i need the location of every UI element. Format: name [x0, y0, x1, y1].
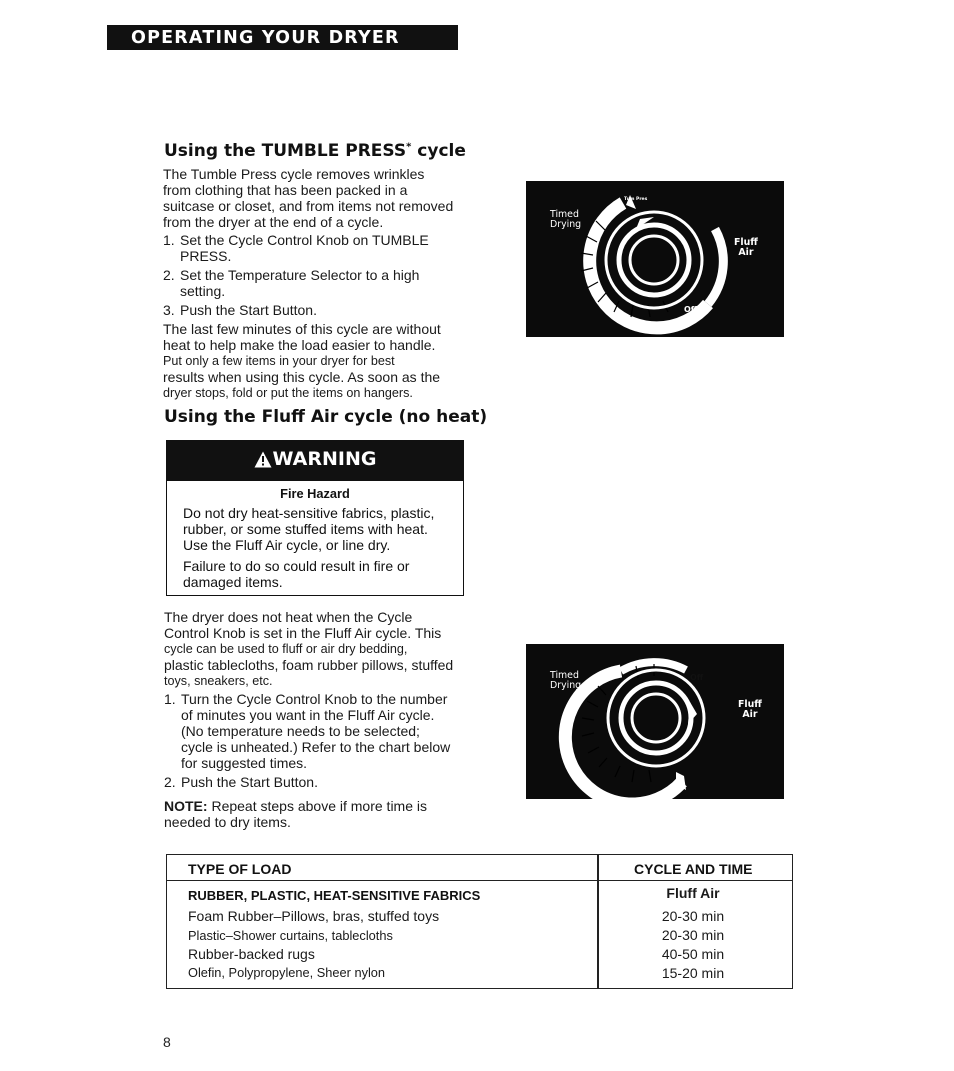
- fluff-step: [164, 691, 484, 771]
- dial-graphic: [526, 181, 784, 337]
- tumble-step: [163, 232, 493, 264]
- fire-hazard-title: Fire Hazard: [280, 486, 350, 501]
- fluff-intro-line: Control Knob is set in the Fluff Air cycle. This: [164, 625, 442, 641]
- section-banner: OPERATING YOUR DRYER: [107, 25, 458, 50]
- step-line: PRESS.: [180, 248, 232, 264]
- tumble-note-line: dryer stops, fold or put the items on hangers.: [163, 386, 413, 400]
- timed-drying-label: [550, 210, 581, 230]
- step-number: 2.: [164, 774, 176, 790]
- fluff-step: [164, 774, 484, 790]
- warning-line: Failure to do so could result in fire or: [183, 558, 410, 574]
- table-column-divider: [597, 854, 599, 989]
- table-row-load: Rubber-backed rugs: [188, 946, 315, 962]
- warning-title: [254, 448, 377, 470]
- table-row-time: 20-30 min: [661, 927, 725, 943]
- fluff-note: [164, 798, 484, 830]
- table-row-time: 20-30 min: [661, 908, 725, 924]
- step-number: 3.: [163, 302, 175, 318]
- step-line: setting.: [180, 283, 226, 299]
- tumble-step: [163, 267, 493, 299]
- tumble-press-heading: [164, 141, 466, 161]
- table-row-load: Foam Rubber–Pillows, bras, stuffed toys: [188, 908, 440, 924]
- note-text: Repeat steps above if more time is: [207, 798, 427, 814]
- fluff-intro-line: cycle can be used to fluff or air dry bedding,: [164, 642, 408, 656]
- timed-label: Timed: [550, 209, 579, 220]
- table-row-time: 15-20 min: [661, 965, 725, 981]
- step-number: 2.: [163, 267, 175, 283]
- step-line: (No temperature needs to be selected;: [181, 723, 420, 739]
- column-header-type-of-load: TYPE OF LOAD: [188, 861, 292, 877]
- column-header-cycle-and-time: CYCLE AND TIME: [634, 861, 753, 877]
- air-label: Air: [742, 709, 758, 720]
- step-line: Set the Temperature Selector to a high: [180, 267, 420, 283]
- step-number: 1.: [164, 691, 176, 707]
- air-label: Air: [738, 247, 754, 258]
- tumble-note-line: Put only a few items in your dryer for best: [163, 354, 395, 368]
- drying-label: Drying: [550, 680, 582, 691]
- timed-label: Timed: [550, 670, 579, 681]
- tumble-note-line: The last few minutes of this cycle are without: [163, 321, 441, 337]
- off-label: Off: [690, 673, 704, 682]
- step-line: for suggested times.: [181, 755, 308, 771]
- cycle-dial-tumble-press-illustration: [526, 181, 784, 337]
- warning-title-text: WARNING: [272, 448, 377, 470]
- fluff-steps: [164, 691, 484, 790]
- warning-paragraph: [183, 505, 458, 553]
- note-line: needed to dry items.: [164, 814, 291, 830]
- fluff-label: Fluff: [734, 237, 758, 248]
- fluff-intro-line: The dryer does not heat when the Cycle: [164, 609, 413, 625]
- warning-line: Use the Fluff Air cycle, or line dry.: [183, 537, 391, 553]
- tumble-press-body: [163, 166, 493, 401]
- dial-graphic: [526, 644, 784, 799]
- fluff-intro-line: toys, sneakers, etc.: [164, 674, 273, 688]
- step-line: Set the Cycle Control Knob on TUMBLE: [180, 232, 429, 248]
- cycle-dial-fluff-air-illustration: [526, 644, 784, 799]
- tumble-heading-text: Using the TUMBLE PRESS: [164, 141, 407, 161]
- tumble-intro-line: The Tumble Press cycle removes wrinkles: [163, 166, 425, 182]
- timed-drying-label: [550, 671, 581, 691]
- warning-line: Do not dry heat-sensitive fabrics, plastic,: [183, 505, 435, 521]
- table-row-time: 40-50 min: [661, 946, 725, 962]
- fluff-air-heading: Using the Fluff Air cycle (no heat): [164, 407, 488, 427]
- step-line: cycle is unheated.) Refer to the chart below: [181, 739, 451, 755]
- page-number: 8: [163, 1034, 171, 1050]
- warning-line: rubber, or some stuffed items with heat.: [183, 521, 428, 537]
- fluff-air-label: [734, 238, 758, 258]
- fluff-air-label: [738, 700, 762, 720]
- warning-bar: [166, 440, 464, 481]
- warning-paragraph: [183, 558, 458, 590]
- table-row-load: Plastic–Shower curtains, tablecloths: [188, 928, 393, 943]
- step-line: Push the Start Button.: [180, 302, 317, 318]
- note-label: NOTE:: [164, 798, 208, 814]
- warning-line: damaged items.: [183, 574, 283, 590]
- tumble-intro-line: from clothing that has been packed in a: [163, 182, 408, 198]
- tumble-note-line: heat to help make the load easier to handle.: [163, 337, 436, 353]
- warning-triangle-icon: [254, 451, 272, 468]
- tumble-intro-line: from the dryer at the end of a cycle.: [163, 214, 384, 230]
- fluff-label: Fluff: [738, 699, 762, 710]
- tumble-note-line: results when using this cycle. As soon as the: [163, 369, 441, 385]
- table-header-divider: [166, 880, 793, 881]
- tumble-intro-line: suitcase or closet, and from items not removed: [163, 198, 454, 214]
- fluff-air-body: [164, 609, 484, 830]
- tumble-step: [163, 302, 493, 318]
- fluff-intro-line: plastic tablecloths, foam rubber pillows, stuffed: [164, 657, 454, 673]
- trademark-mark: *: [406, 141, 412, 153]
- tumble-press-dial-label: Tum Pres: [624, 197, 648, 202]
- step-number: 1.: [163, 232, 175, 248]
- drying-label: Drying: [550, 219, 582, 230]
- tumble-steps: [163, 232, 493, 318]
- tumble-heading-tail: cycle: [411, 141, 466, 161]
- off-label: Off: [684, 305, 698, 314]
- table-group-cycle: Fluff Air: [666, 885, 720, 901]
- step-line: Turn the Cycle Control Knob to the number: [181, 691, 448, 707]
- step-line: Push the Start Button.: [181, 774, 318, 790]
- step-line: of minutes you want in the Fluff Air cycle.: [181, 707, 435, 723]
- table-group-heading: RUBBER, PLASTIC, HEAT-SENSITIVE FABRICS: [188, 888, 481, 903]
- table-row-load: Olefin, Polypropylene, Sheer nylon: [188, 965, 386, 980]
